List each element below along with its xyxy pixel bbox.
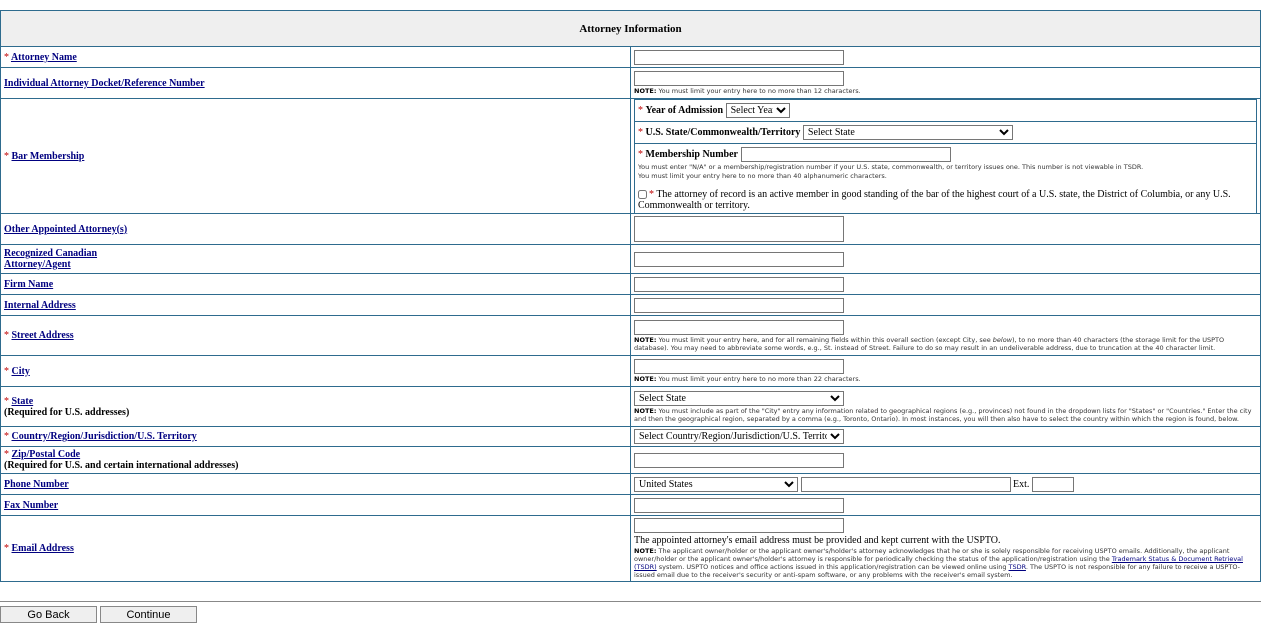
zip-link[interactable]: Zip/Postal Code bbox=[11, 449, 81, 460]
phone-country-select[interactable] bbox=[634, 477, 798, 492]
zip-label: * Zip/Postal Code (Required for U.S. and certain international addresses) bbox=[1, 447, 631, 474]
street-address-link[interactable]: Street Address bbox=[11, 330, 74, 341]
canadian-attorney-label bbox=[1, 245, 631, 274]
country-select[interactable] bbox=[634, 429, 844, 444]
email-link[interactable]: Email Address bbox=[11, 543, 74, 554]
fax-label bbox=[1, 495, 631, 516]
state-label: * State (Required for U.S. addresses) bbox=[1, 387, 631, 427]
docket-note: NOTE: You must limit your entry here to no more than 12 characters. bbox=[634, 87, 861, 95]
ext-label: Ext. bbox=[1013, 478, 1030, 490]
email-label: * Email Address bbox=[1, 516, 631, 582]
other-attorneys-label bbox=[1, 214, 631, 245]
year-admission-select[interactable] bbox=[726, 103, 790, 118]
button-divider bbox=[0, 601, 1261, 602]
internal-address-link[interactable]: Internal Address bbox=[4, 299, 76, 311]
state-note: NOTE: You must include as part of the "City" entry any information related to geographical regions (e.g., provinces) not found in the dropdown lists for "States" or "Countries." Enter the city and then the geographical region, separated by a comma (e.g., Toronto, Ontario). In most instances, you will then also have to select the country within which the region is found, below. bbox=[634, 406, 1252, 423]
bar-membership-label: * Bar Membership bbox=[1, 99, 631, 214]
fax-link[interactable]: Fax Number bbox=[4, 499, 59, 511]
phone-input[interactable] bbox=[801, 477, 1011, 492]
attorney-information-form bbox=[0, 10, 1261, 582]
state-sublabel: (Required for U.S. addresses) bbox=[4, 406, 130, 418]
membership-number-label: Membership Number bbox=[645, 148, 738, 160]
firm-name-link[interactable]: Firm Name bbox=[4, 278, 54, 290]
canadian-attorney-link[interactable]: Recognized Canadian Attorney/Agent bbox=[4, 248, 98, 270]
attorney-name-link[interactable]: Attorney Name bbox=[10, 51, 77, 63]
country-link[interactable]: Country/Region/Jurisdiction/U.S. Territory bbox=[11, 431, 197, 442]
good-standing-text: The attorney of record is an active member in good standing of the bar of the highest court of a U.S. state, the District of Columbia, or any U.S. Commonwealth or territory. bbox=[638, 189, 1231, 211]
city-note: NOTE: You must limit your entry here to no more than 22 characters. bbox=[634, 375, 861, 383]
us-state-label: U.S. State/Commonwealth/Territory bbox=[645, 126, 801, 138]
membership-number-input[interactable] bbox=[741, 147, 951, 162]
email-input[interactable] bbox=[634, 518, 844, 533]
street-address-note: NOTE: You must limit your entry here, and for all remaining fields within this overall section (except City, see below), to no more than 40 characters (the storage limit for the USPTO database). You may need to abbreviate some words, e.g., St. instead of Street. Failure to do so may result in an undeliverable address, due to truncation at the 40 character limit. bbox=[634, 335, 1225, 352]
other-attorneys-link[interactable]: Other Appointed Attorney(s) bbox=[4, 223, 128, 235]
email-note: NOTE: The applicant owner/holder or the applicant owner's/holder's attorney acknowledges that he or she is solely responsible for receiving USPTO emails. Additionally, the applicant owner/holder or the applicant owner's/holder's attorney is responsible for periodically checking the status of the application/registration using the Trademark Status & Document Retrieval (TSDR) system. USPTO notices and office actions issued in this application/registration can be viewed online using TSDR. The USPTO is not responsible for any failure to receive a USPTO-issued email due to the receiver's security or anti-spam software, or any problems with the receiver's email system. bbox=[634, 547, 1243, 579]
year-admission-label: Year of Admission bbox=[645, 104, 724, 116]
internal-address-input[interactable] bbox=[634, 298, 844, 313]
docket-label bbox=[1, 68, 631, 99]
tsdr-link[interactable]: TSDR bbox=[1008, 563, 1026, 571]
zip-input[interactable] bbox=[634, 453, 844, 468]
city-input[interactable] bbox=[634, 359, 844, 374]
membership-note-1: You must enter "N/A" or a membership/registration number if your U.S. state, commonwealth, or territory issues one. This number is not viewable in TSDR. bbox=[638, 163, 1144, 171]
canadian-attorney-input[interactable] bbox=[634, 252, 844, 267]
membership-note-2: You must limit your entry here to no more than 40 alphanumeric characters. bbox=[638, 172, 887, 180]
bar-membership-link[interactable]: Bar Membership bbox=[11, 150, 85, 162]
phone-label bbox=[1, 474, 631, 495]
country-label: * Country/Region/Jurisdiction/U.S. Territory bbox=[1, 427, 631, 447]
email-requirement: The appointed attorney's email address must be provided and kept current with the USPTO. bbox=[634, 535, 1001, 546]
firm-name-label bbox=[1, 274, 631, 295]
other-attorneys-input[interactable] bbox=[634, 216, 844, 242]
attorney-name-label: * Attorney Name bbox=[1, 47, 631, 68]
tsdr-full-link[interactable]: Trademark Status & Document Retrieval (TSDR) bbox=[634, 555, 1243, 571]
phone-link[interactable]: Phone Number bbox=[4, 478, 69, 490]
city-label: * City bbox=[1, 356, 631, 387]
firm-name-input[interactable] bbox=[634, 277, 844, 292]
docket-link[interactable]: Individual Attorney Docket/Reference Number bbox=[4, 77, 205, 89]
city-link[interactable]: City bbox=[11, 365, 30, 377]
state-link[interactable]: State bbox=[11, 395, 34, 407]
state-select[interactable] bbox=[634, 391, 844, 406]
internal-address-label bbox=[1, 295, 631, 316]
zip-sublabel: (Required for U.S. and certain international addresses) bbox=[4, 460, 239, 471]
docket-input[interactable] bbox=[634, 71, 844, 86]
street-address-label: * Street Address bbox=[1, 316, 631, 356]
bar-membership-group: * Year of Admission Select Year * U.S. State/Commonwealth/Territory Select State * Membership Number You must enter "N/A" or a membership/registration number if your U.S. state, commonwealth, or territory issues one. This number is not viewable in TSDR. You must limit your entry here to no more than 40 alphanumeric characters. * The attorney of record is an active member in good standing of the bar of the highest court of a U.S. state, the District of Columbia, or any U.S. Commonwealth or territory. bbox=[634, 99, 1257, 213]
section-title: Attorney Information bbox=[1, 11, 1261, 47]
go-back-button[interactable]: Go Back bbox=[0, 606, 97, 623]
us-state-select[interactable] bbox=[803, 125, 1013, 140]
good-standing-checkbox[interactable] bbox=[638, 190, 647, 199]
fax-input[interactable] bbox=[634, 498, 844, 513]
continue-button[interactable]: Continue bbox=[100, 606, 197, 623]
street-address-input[interactable] bbox=[634, 320, 844, 335]
attorney-name-input[interactable] bbox=[634, 50, 844, 65]
ext-input[interactable] bbox=[1032, 477, 1074, 492]
